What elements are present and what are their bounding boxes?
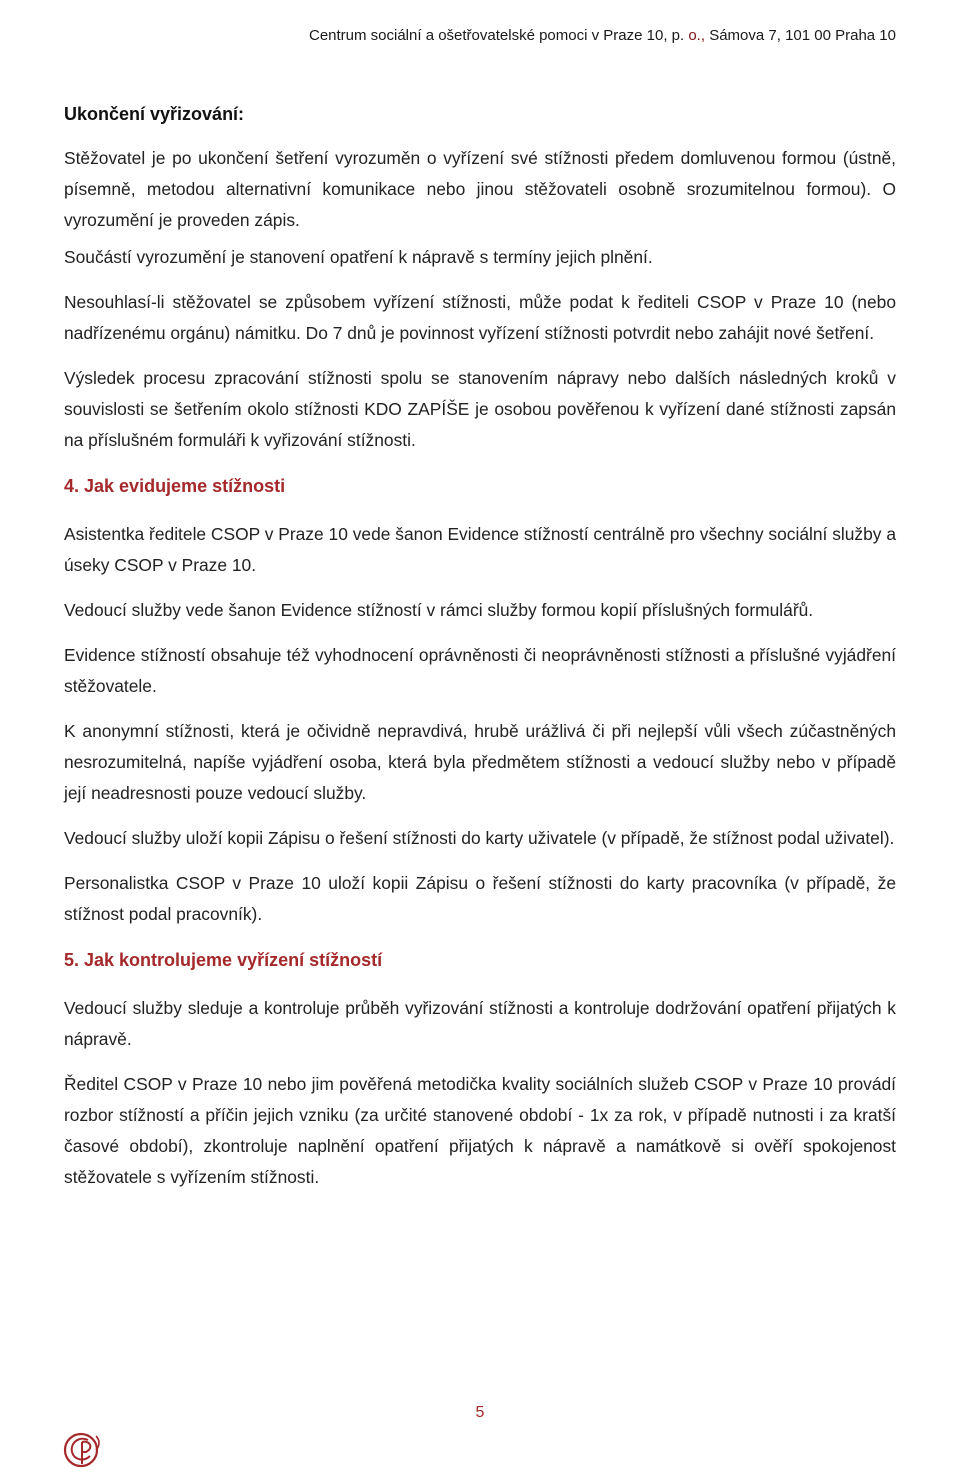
paragraph: Vedoucí služby vede šanon Evidence stížností v rámci služby formou kopií příslušných formulářů. bbox=[64, 600, 814, 620]
document-body bbox=[64, 104, 896, 1207]
paragraph: Vedoucí služby sleduje a kontroluje průběh vyřizování stížnosti a kontroluje dodržování opatření přijatých k nápravě. bbox=[64, 998, 896, 1049]
paragraph: Součástí vyrozumění je stanovení opatření k nápravě s termíny jejich plnění. bbox=[64, 247, 653, 267]
organization-logo-icon bbox=[60, 1428, 106, 1472]
paragraph: Stěžovatel je po ukončení šetření vyrozuměn o vyřízení své stížnosti předem domluvenou formou (ústně, písemně, metodou alternativní komunikace nebo jinou stěžovateli osobně srozumitelnou formou). O vyrozumění je proveden zápis. bbox=[64, 148, 896, 230]
section-title-5: 5. Jak kontrolujeme vyřízení stížností bbox=[64, 950, 383, 970]
paragraph: Vedoucí služby uloží kopii Zápisu o řešení stížnosti do karty uživatele (v případě, že stížnost podal uživatel). bbox=[64, 828, 895, 848]
paragraph: Výsledek procesu zpracování stížnosti spolu se stanovením nápravy nebo dalších následných kroků v souvislosti se šetřením okolo stížnosti KDO ZAPÍŠE je osobou pověřenou k vyřízení dané stížnosti zapsán na příslušném formuláři k vyřizování stížnosti. bbox=[64, 368, 896, 450]
section-title-4: 4. Jak evidujeme stížnosti bbox=[64, 476, 286, 496]
paragraph: Nesouhlasí-li stěžovatel se způsobem vyřízení stížnosti, může podat k řediteli CSOP v Praze 10 (nebo nadřízenému orgánu) námitku. Do 7 dnů je povinnost vyřízení stížnosti potvrdit nebo zahájit nové šetření. bbox=[64, 292, 896, 343]
paragraph: Ředitel CSOP v Praze 10 nebo jim pověřená metodička kvality sociálních služeb CSOP v Praze 10 provádí rozbor stížností a příčin jejich vzniku (za určité stanovené období - 1x za rok, v případě nutnosti i za kratší časové období), zkontroluje naplnění opatření přijatých k nápravě a namátkově si ověří spokojenost stěžovatele s vyřízením stížnosti. bbox=[64, 1074, 896, 1187]
paragraph: Evidence stížností obsahuje též vyhodnocení oprávněnosti či neoprávněnosti stížnosti a příslušné vyjádření stěžovatele. bbox=[64, 645, 896, 696]
page-header bbox=[309, 27, 896, 44]
page-number: 5 bbox=[475, 1404, 485, 1421]
paragraph: Asistentka ředitele CSOP v Praze 10 vede šanon Evidence stížností centrálně pro všechny sociální služby a úseky CSOP v Praze 10. bbox=[64, 524, 896, 575]
header-organization: Centrum sociální a ošetřovatelské pomoci v Praze 10, p. bbox=[308, 27, 685, 44]
header-legal-form: o., bbox=[684, 27, 706, 44]
section-heading-ending: Ukončení vyřizování: bbox=[64, 104, 245, 124]
header-address: Sámova 7, 101 00 Praha 10 bbox=[705, 27, 896, 44]
paragraph: Personalistka CSOP v Praze 10 uloží kopii Zápisu o řešení stížnosti do karty pracovníka (v případě, že stížnost podal pracovník). bbox=[64, 873, 896, 924]
paragraph: K anonymní stížnosti, která je očividně nepravdivá, hrubě urážlivá či při nejlepší vůli všech zúčastněných nesrozumitelná, napíše vyjádření osoba, která byla předmětem stížnosti a vedoucí služby nebo v případě její neadresnosti pouze vedoucí služby. bbox=[64, 721, 896, 803]
